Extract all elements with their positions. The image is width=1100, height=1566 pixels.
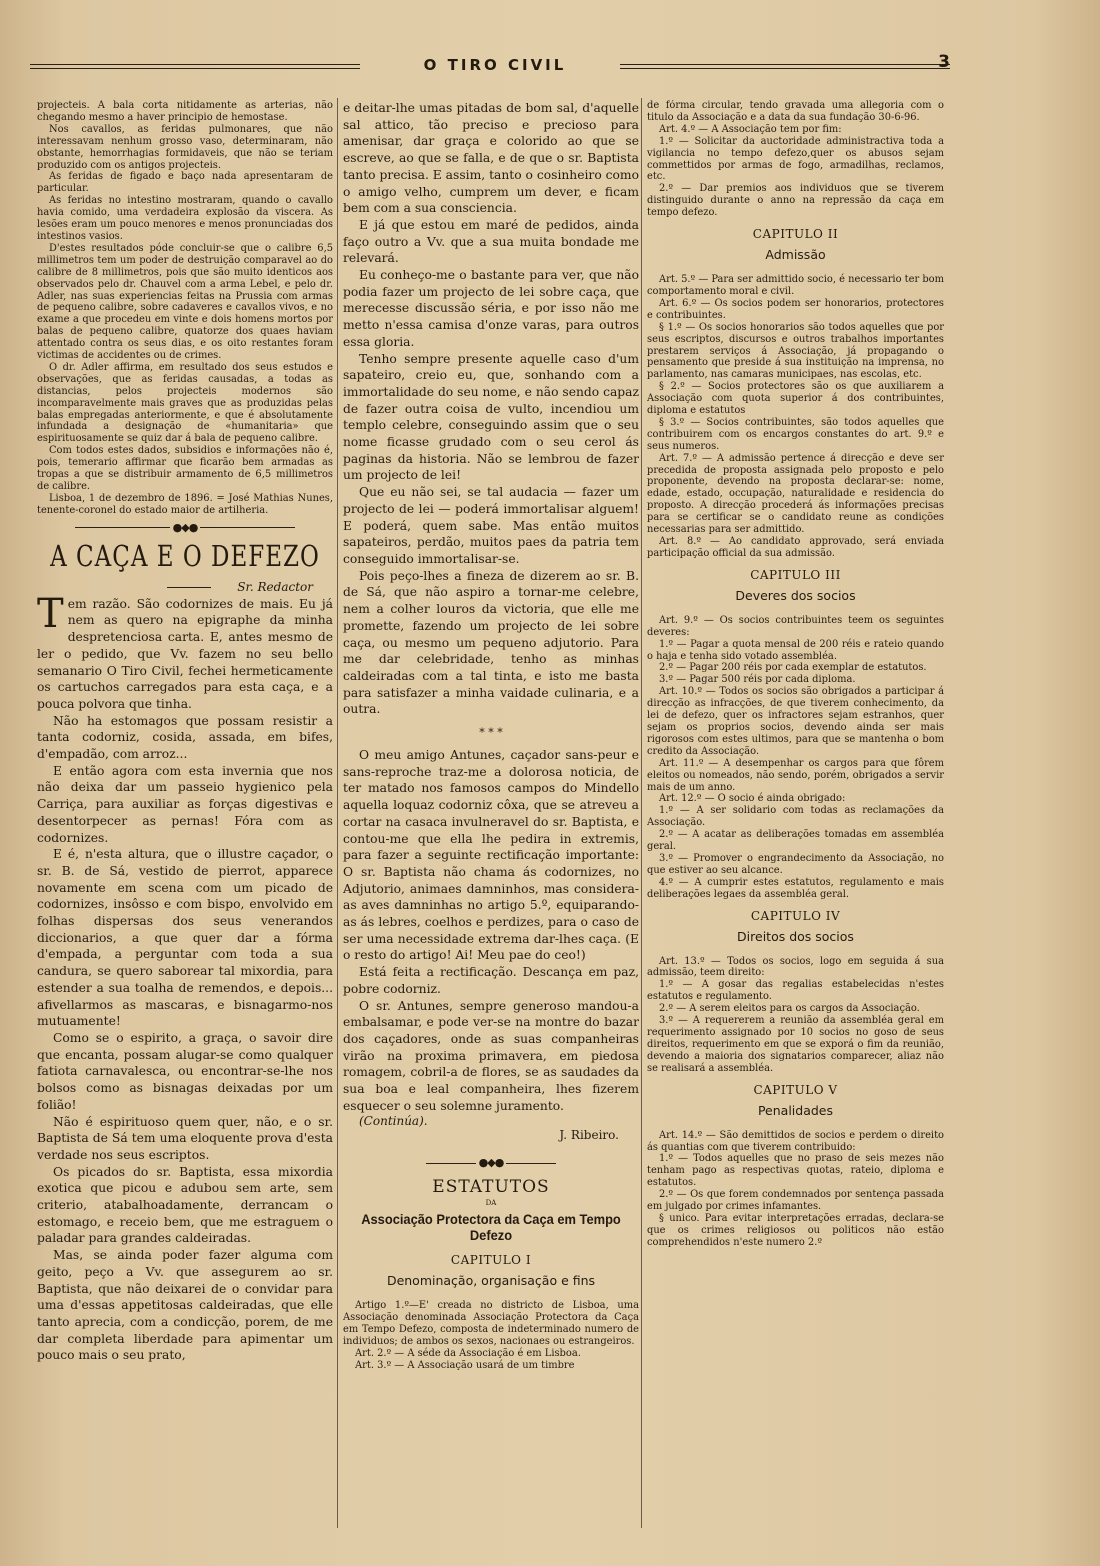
paragraph: Art. 4.º — A Associação tem por fim: [659, 123, 842, 135]
ornament-divider: ●◆● [343, 1156, 639, 1169]
paragraph: 2.º — Os que forem condemnados por sentença passada em julgado por crimes infamantes. [647, 1189, 944, 1213]
section-asterisks: * * * [479, 726, 503, 740]
paragraph: Art. 5.º — Para ser admittido socio, é necessario ter bom comportamento moral e civil. [647, 274, 944, 297]
paragraph: 1.º — Todos aquelles que no praso de seis mezes não tenham pago as respectivas quotas, rateio, diploma e estatutos. [647, 1153, 944, 1189]
paragraph: Art. 12.º — O socio é ainda obrigado: [659, 793, 846, 805]
paragraph: 3.º — Pagar 500 réis por cada diploma. [659, 674, 856, 686]
paragraph: de fórma circular, tendo gravada uma allegoria com o titulo da Associação e a data da sua fundação 30-6-96. [647, 100, 944, 123]
paragraph: § unico. Para evitar interpretações erradas, declara-se que os crimes religiosos ou politicos não estão comprehendidos n'este numero 2.º [647, 1212, 944, 1248]
estatutos-da: DA [485, 1199, 497, 1208]
paragraph: Art. 14.º — São demittidos de socios e perdem o direito ás quantias com que tiverem contribuido: [647, 1129, 944, 1153]
paragraph: Art. 13.º — Todos os socios, logo em seguida á sua admissão, teem direito: [647, 955, 944, 979]
paragraph: 4.º — A cumprir estes estatutos, regulamento e mais deliberações legaes da assembléa geral. [647, 876, 944, 900]
paragraph: 1.º — Solicitar da auctoridade administractiva toda a vigilancia no tempo defezo,quer os abusos sejam commettidos por armas de fogo, armadilhas, reclamos, etc. [647, 135, 944, 183]
paragraph: Art. 8.º — Ao candidato approvado, será enviada participação official da sua admissão. [647, 536, 944, 559]
chapter-heading: CAPITULO III [750, 567, 841, 582]
paragraph: As feridas de figado e baço nada apresentaram de particular. [37, 171, 333, 195]
page-number: 3 [938, 52, 950, 72]
paragraph: As feridas no intestino mostraram, quando o cavallo havia comido, uma verdadeira explosão da viscera. As lesões eram um pouco menores e menos pronunciadas dos intestinos vasios. [37, 195, 333, 242]
paragraph: Não é espirituoso quem quer, não, e o sr. Baptista de Sá tem uma eloquente prova d'esta verdade nos seus escriptos. [37, 1114, 333, 1162]
paragraph: Art. 2.º — A séde da Associação é em Lisboa. [355, 1348, 581, 1360]
chapter-heading: CAPITULO II [752, 227, 839, 242]
association-name: Associação Protectora da Caça em Tempo Defezo [361, 1211, 621, 1244]
ornament-divider: ●◆● [37, 521, 333, 534]
paragraph: Como se o espirito, a graça, o savoir dire que encanta, possam alugar-se como qualquer fatiota carnavalesca, ou encontrar-se-lhe nos bolsos como as bisnagas deixadas por um folião! [37, 1031, 333, 1112]
column-divider [641, 98, 642, 1528]
chapter-title: Direitos dos socios [737, 928, 854, 944]
column-1 [37, 100, 333, 1540]
paragraph: 3.º — Promover o engrandecimento da Associação, no que estiver ao seu alcance. [647, 852, 944, 876]
paragraph: § 1.º — Os socios honorarios são todos aquelles que por seus escriptos, discursos e outros trabalhos importantes prestarem serviços á Associação, já propagando o pensamento que preside á sua instituição na imprensa, no parlamento, nas camaras municipaes, nas escolas, etc. [647, 321, 944, 381]
paragraph: Tenho sempre presente aquelle caso d'um sapateiro, creio eu, que, sonhando com a immortalidade do seu nome, e não sendo capaz de fazer outra coisa de vulto, incendiou um templo celebre, conseguindo assim que o seu nome ficasse grudado com o seu cerol ás paginas da historia. Não se lembrou de fazer um projecto de lei! [343, 351, 639, 483]
column-2 [343, 100, 639, 1540]
paragraph: E já que estou em maré de pedidos, ainda faço outro a Vv. que a sua muita bondade me relevará. [343, 217, 639, 266]
paragraph: 2.º — A serem eleitos para os cargos da Associação. [659, 1003, 920, 1015]
chapter-title: Penalidades [757, 1102, 834, 1118]
paragraph: Art. 9.º — Os socios contribuintes teem os seguintes deveres: [647, 614, 944, 638]
drop-cap: T [37, 590, 64, 637]
continua-note: (Continúa). [359, 1114, 428, 1129]
paragraph: E é, n'esta altura, que o illustre caçador, o sr. B. de Sá, vestido de pierrot, apparece novamente em scena com um picado de codornizes, insôsso e com bispo, envolvido em folhas dispersas dos seus venerandos diccionarios, a que quer dar a fórma d'empada, a perguntar com toda a sua candura, se quero saborear tal mixordia, para estender a sua toalha de remendos, e depois... afivellarmos as mascaras, e bisnagarmo-nos mutuamente! [37, 847, 333, 1029]
paragraph: 3.º — A requererem a reunião da assembléa geral em requerimento assignado por 10 socios no goso de seus direitos, requerimento em que se exporá o fim da reunião, devendo a maioria dos signatarios comparecer, aliaz não se realisará a assembléa. [647, 1015, 944, 1074]
header-rule-left [30, 64, 360, 69]
paragraph: E então agora com esta invernia que nos não deixa dar um passeio hygienico pela Carriça, para auxiliar as forças digestivas e desentorpecer as pernas! Fóra com as codornizes. [37, 763, 333, 845]
chapter-title: Admissão [765, 247, 826, 263]
article-title: A CAÇA E O DEFEZO [50, 540, 320, 573]
paragraph: Artigo 1.º—E' creada no districto de Lisboa, uma Associação denominada Associação Protectora da Caça em Tempo Defezo, composta de indeterminado numero de individuos; de ambos os sexos, nacionaes ou estrangeiros. [343, 1300, 639, 1348]
paragraph: D'estes resultados póde concluir-se que o calibre 6,5 millimetros tem um poder de destruição comparavel ao do calibre de 8 millimetros, pois que são muito identicos aos observados pelo dr. Chauvel com a arma Lebel, e pelo dr. Adler, nas suas experiencias feitas na Prussia com armas de pequeno calibre, sobre cadaveres e cavallos vivos, e no exame a que procedeu em vinte e dois homens mortos por balas de pequeno calibre, quatorze dos quaes haviam attentado contra os seus dias, e os oito restantes foram victimas de accidentes ou de crimes. [37, 242, 333, 362]
paragraph: § 3.º — Socios contribuintes, são todos aquelles que contribuirem com os encargos constantes do art. 9.º e seus numeros. [647, 416, 944, 452]
paragraph: 1.º — A ser solidario com todas as reclamações da Associação. [647, 805, 944, 829]
author-signature: J. Ribeiro. [559, 1128, 619, 1143]
paragraph: Pois peço-lhes a fineza de dizerem ao sr. B. de Sá, que não aspiro a tornar-me celebre, nem a colher louros da victoria, que elle me promette, fazendo um projecto de lei sobre caça, ou mesmo um pequeno adjutorio. Para me dar celebridade, tenho as minhas caldeiradas com a tal tinta, e isto me basta para satisfazer a minha vaidade culinaria, e a outra. [343, 568, 639, 717]
signoff: Lisboa, 1 de dezembro de 1896. = José Mathias Nunes, tenente-coronel do estado maior de artilheria. [37, 492, 333, 516]
paragraph: § 2.º — Socios protectores são os que auxiliarem a Associação com quota superior á dos contribuintes, diploma e estatutos [647, 381, 944, 417]
chapter-heading: CAPITULO IV [750, 908, 841, 923]
paragraph: Nos cavallos, as feridas pulmonares, que não interessavam nenhum grosso vaso, determinaram, não obstante, hemorrhagias formidaveis, que não se teriam produzido com os antigos projecteis. [37, 123, 333, 171]
paragraph: Art. 3.º — A Associação usará de um timbre [355, 1360, 575, 1372]
paragraph: Art. 11.º — A desempenhar os cargos para que fôrem eleitos ou nomeados, não sendo, porém, obrigados a servir mais de um anno. [647, 757, 944, 793]
paragraph: Está feita a rectificação. Descança em paz, pobre codorniz. [343, 965, 639, 996]
column-divider [337, 98, 338, 1528]
paragraph: O meu amigo Antunes, caçador sans-peur e sans-reproche traz-me a dolorosa noticia, de ter matado nos famosos campos do Mindello aquella loquaz codorniz côxa, que se atreveu a cortar na casaca invulneravel do sr. Baptista, e contou-me que ella lhe pedira in extremis, para fazer a seguinte rectificação importante: O sr. Baptista não chama ás codornizes, no Adjutorio, animaes damninhos, mas considera-as aves damninhas no artigo 5.º, equiparando-as ás lebres, coelhos e perdizes, para o caso de ser uma necessidade extrema dar-lhes caça. (E o resto do artigo! Ai! Meu pae do ceo!) [343, 748, 639, 963]
paragraph: Que eu não sei, se tal audacia — fazer um projecto de lei — poderá immortalisar alguem! E poderá, quem sabe. Mas então muitos sapateiros, perdão, muitos paes da patria tem conseguido immortalisar-se. [343, 485, 639, 566]
paragraph: 2.º — A acatar as deliberações tomadas em assembléa geral. [647, 829, 944, 853]
header-rule-right [620, 64, 950, 69]
column-3 [647, 100, 944, 1540]
salutation: Sr. Redactor [37, 580, 313, 594]
chapter-title: Denominação, organisação e fins [386, 1273, 596, 1289]
chapter-heading: CAPITULO I [450, 1253, 532, 1268]
paragraph: Art. 10.º — Todos os socios são obrigados a participar á direcção as infracções, de que tiverem conhecimento, da lei de defezo, quer os infractores sejam estranhos, quer sejam os proprios socios, devendo ainda ser mais rigorosos com estes ultimos, para que se mantenha o bom credito da Associação. [647, 686, 944, 757]
chapter-title: Deveres dos socios [735, 587, 856, 603]
paragraph: O dr. Adler affirma, em resultado dos seus estudos e observações, que as feridas causadas, a todas as distancias, pelos projecteis modernos são incomparavelmente mais graves que as produzidas pelas balas empregadas anteriormente, e que é absolutamente infundada a designação de «humanitaria» que espirituosamente se quiz dar á bala de pequeno calibre. [37, 361, 333, 445]
paragraph: Com todos estes dados, subsidios e informações não é, pois, temerario affirmar que ficarão bem armadas as tropas a que se distribuir armamento de 6,5 millimetros de calibre. [37, 445, 333, 492]
paragraph: Não ha estomagos que possam resistir a tanta codorniz, cosida, assada, em bifes, d'empadão, com arroz... [37, 713, 333, 762]
paragraph: e deitar-lhe umas pitadas de bom sal, d'aquelle sal attico, tão preciso e precioso para amenisar, dar graça e colorido ao que se escreve, ao que se falla, e de que o sr. Baptista tanto precisa. E assim, tanto o cosinheiro como o amigo velho, cumprem um dever, e ficam bem com a sua consciencia. [343, 101, 639, 216]
paragraph: Mas, se ainda poder fazer alguma com geito, peço a Vv. que assegurem ao sr. Baptista, que não deixarei de o convidar para uma d'essas appetitosas caldeiradas, que elle tanto aprecia, com a condicção, porem, de me dar completa liberdade para apimentar um pouco mais o seu prato, [37, 1248, 333, 1363]
estatutos-title: ESTATUTOS [432, 1177, 550, 1198]
paragraph: 2.º — Pagar 200 réis por cada exemplar de estatutos. [659, 662, 927, 674]
paragraph: O sr. Antunes, sempre generoso mandou-a embalsamar, e pode ver-se na montre do bazar dos caçadores, onde as suas companheiras virão na proxima primavera, em piedosa romagem, cobril-a de flores, se as saudades da sua boa e leal companheira, lhes fizerem esquecer o seu solemne juramento. [343, 998, 639, 1113]
paragraph: 2.º — Dar premios aos individuos que se tiverem distinguido durante o anno na repressão da caça em tempo defezo. [647, 183, 944, 219]
page-header [30, 52, 1070, 82]
paragraph: projecteis. A bala corta nitidamente as arterias, não chegando mesmo a haver principio de hemostase. [37, 100, 333, 123]
chapter-heading: CAPITULO V [753, 1082, 838, 1097]
paragraph: Art. 7.º — A admissão pertence á direcção e deve ser precedida de proposta assignada pelo proposto e pelo proponente, devendo na proposta declarar-se: nome, edade, estado, occupação, naturalidade e residencia do proposto. A direcção procederá ás informações precisas para se certificar se o candidato reune as condições necessarias para ser admittido. [647, 452, 944, 536]
paragraph: 1.º — Pagar a quota mensal de 200 réis e rateio quando o haja e tenha sido votado assembléa. [647, 638, 944, 662]
newspaper-title: O TIRO CIVIL [423, 56, 567, 74]
paragraph: 1.º — A gosar das regalias estabelecidas n'estes estatutos e regulamento. [647, 979, 944, 1003]
paragraph: Os picados do sr. Baptista, essa mixordia exotica que picou e adubou sem arte, sem criterio, atabalhoadamente, derrancam o estomago, e receio bem, que me estraguem o paladar para grandes caldeiradas. [37, 1164, 333, 1246]
first-paragraph: Tem razão. São codornizes de mais. Eu já nem as quero na epigraphe da minha despretenciosa carta. E, antes mesmo de ler o pedido, que Vv. fazem no seu bello semanario O Tiro Civil, fechei hermeticamente os cartuchos carregados para esta caça, e a pouca polvora que tinha. [37, 590, 333, 711]
paragraph: Eu conheço-me o bastante para ver, que não podia fazer um projecto de lei sobre caça, que merecesse discussão séria, e por isso não me metto n'essa camisa d'onze varas, para outros essa gloria. [343, 268, 639, 349]
paragraph: Art. 6.º — Os socios podem ser honorarios, protectores e contribuintes. [647, 297, 944, 321]
